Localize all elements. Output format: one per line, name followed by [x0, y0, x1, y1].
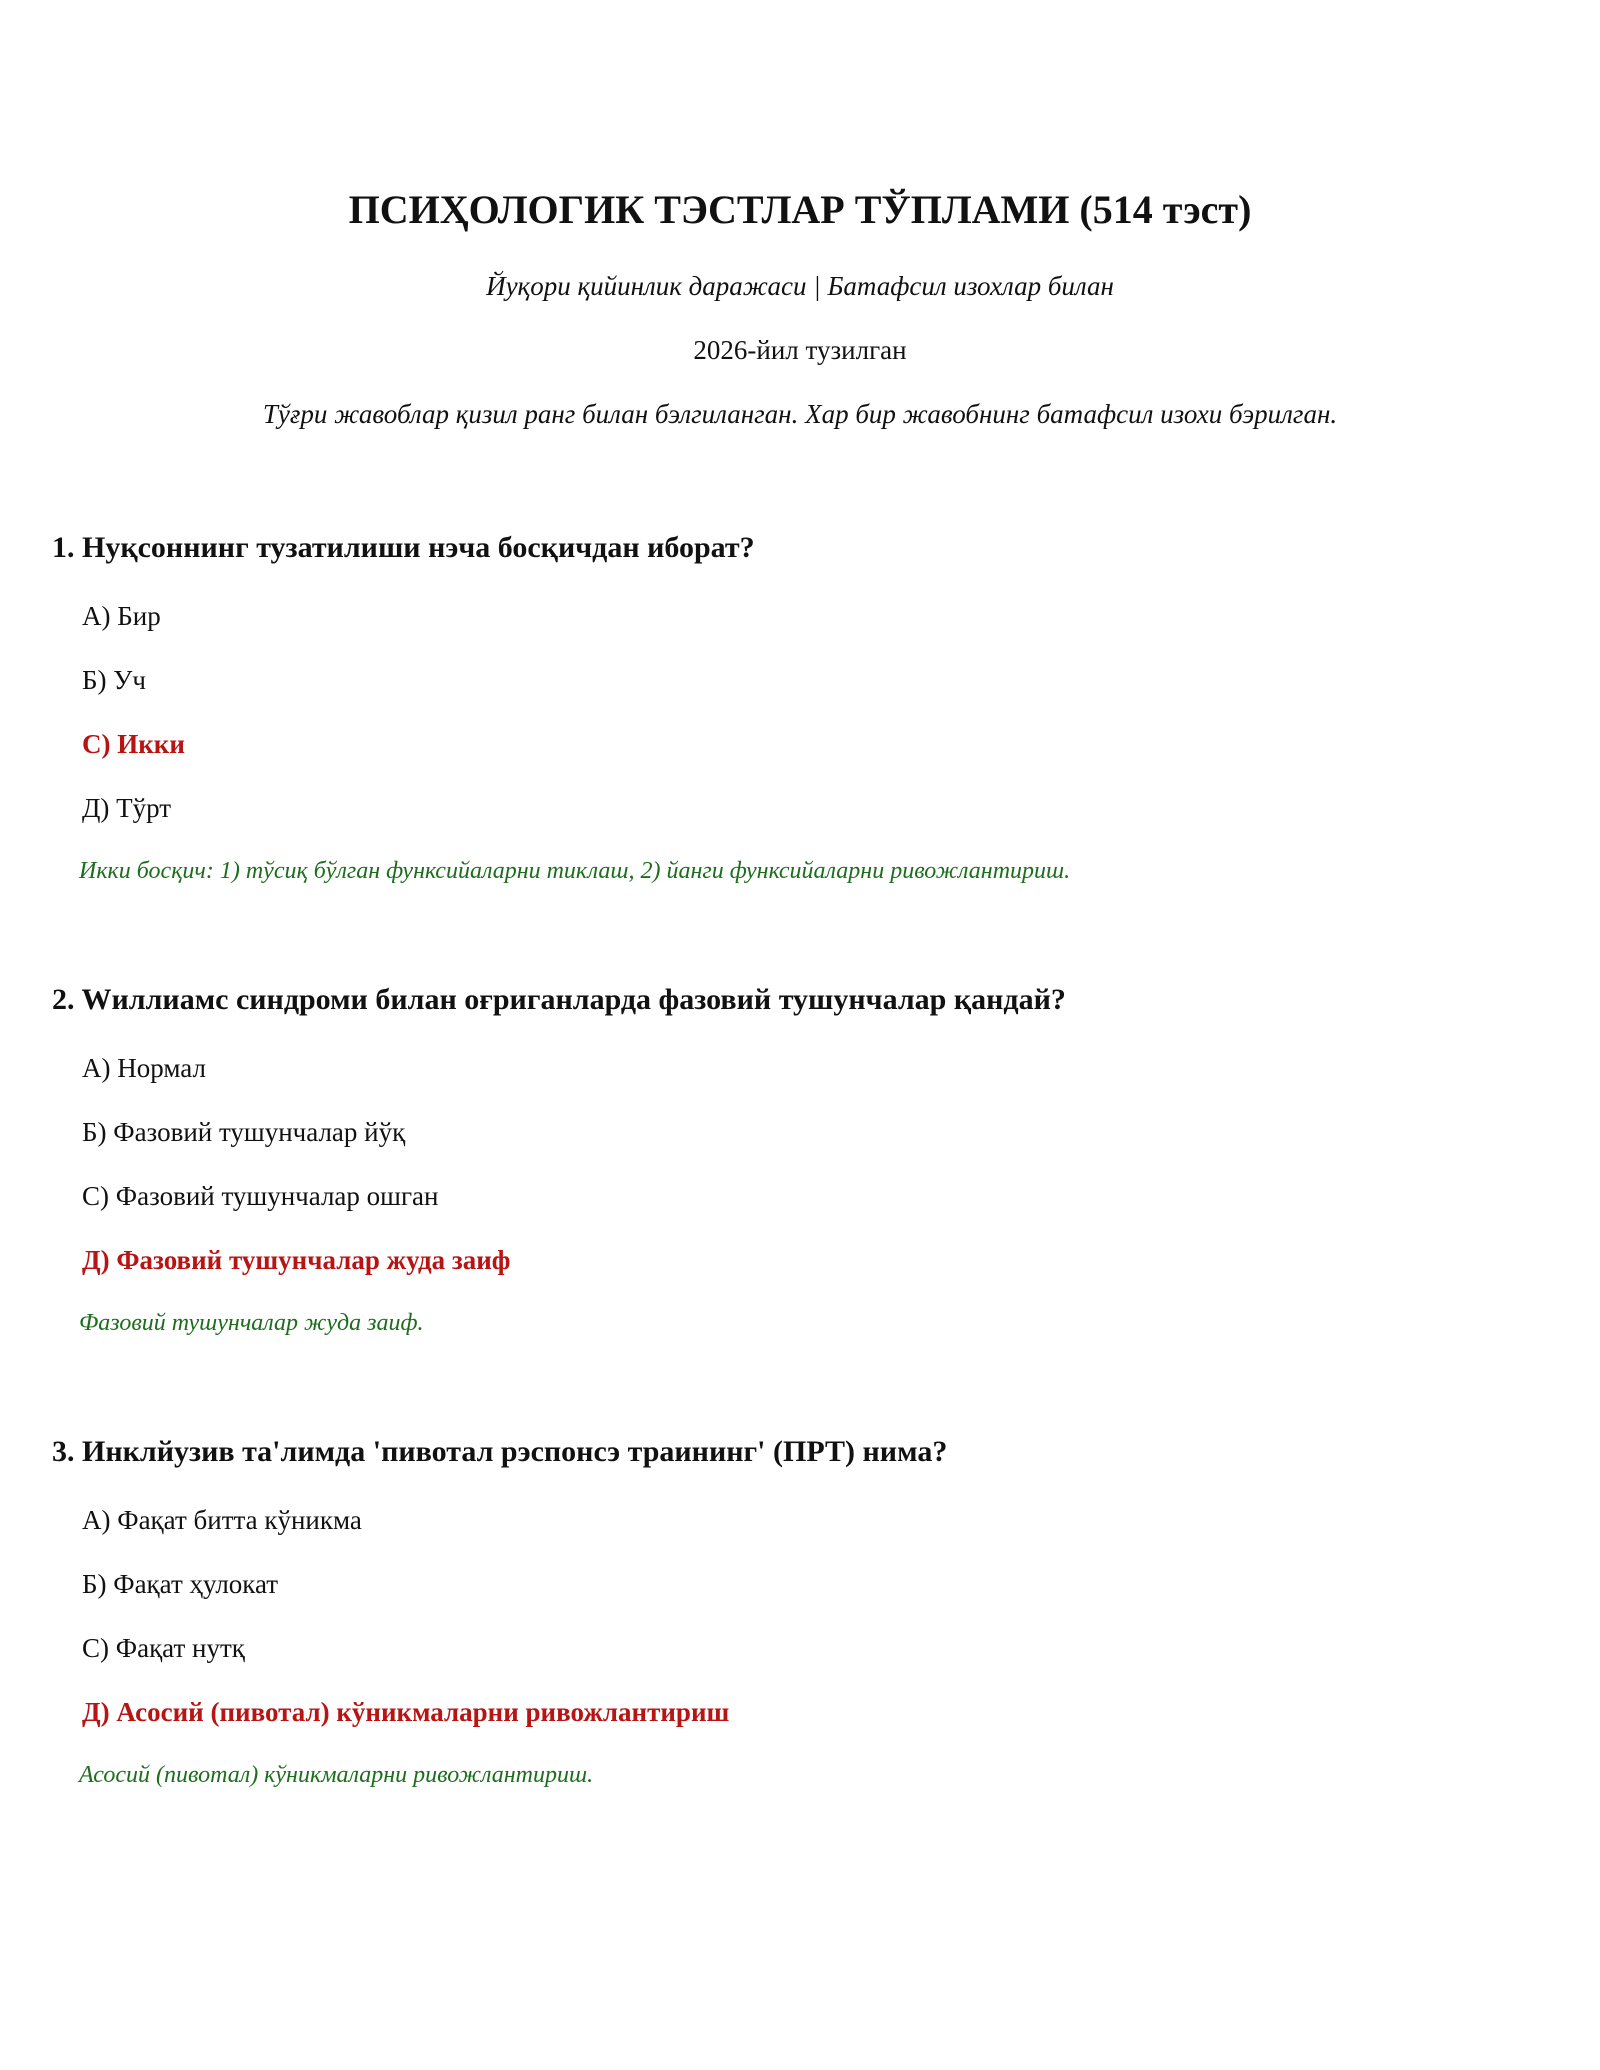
answer-option-d: Д) Тўрт [82, 793, 172, 823]
question-text: 2. Wиллиамс синдроми билан оғриганларда фазовий тушунчалар қандай? [52, 983, 1066, 1016]
question-block-3 [52, 1432, 1552, 1788]
answer-option-c-correct: С) Икки [82, 729, 185, 759]
document-title: ПСИҲОЛОГИК ТЭСТЛАР ТЎПЛАМИ (514 тэст) [348, 187, 1252, 232]
document-subtitle: Йуқори қийинлик даражаси | Батафсил изохлар билан [486, 271, 1114, 301]
answer-explanation: Асосий (пивотал) кўникмаларни ривожлантириш. [79, 1762, 594, 1788]
answer-option-a: А) Бир [82, 601, 161, 631]
answer-option-b: Б) Фазовий тушунчалар йўқ [82, 1117, 406, 1147]
answer-explanation: Фазовий тушунчалар жуда заиф. [79, 1310, 424, 1336]
document-year: 2026-йил тузилган [693, 335, 907, 365]
answer-option-c: С) Фазовий тушунчалар ошган [82, 1181, 439, 1211]
answer-option-b: Б) Уч [82, 665, 146, 695]
document-note: Тўғри жавоблар қизил ранг билан бэлгиланган. Хар бир жавобнинг батафсил изохи бэрилган. [262, 399, 1338, 429]
question-block-1 [52, 528, 1552, 884]
answer-option-d-correct: Д) Фазовий тушунчалар жуда заиф [82, 1245, 511, 1275]
question-text: 3. Инклйузив та'лимда 'пивотал рэспонсэ траининг' (ПРТ) нима? [52, 1435, 948, 1468]
answer-option-b: Б) Фақат ҳулокат [82, 1569, 279, 1599]
answer-option-a: А) Нормал [82, 1053, 206, 1083]
answer-option-d-correct: Д) Асосий (пивотал) кўникмаларни ривожлантириш [82, 1697, 730, 1727]
question-block-2 [52, 980, 1552, 1336]
question-text: 1. Нуқсоннинг тузатилиши нэча босқичдан иборат? [52, 531, 755, 564]
answer-explanation: Икки босқич: 1) тўсиқ бўлган функсийаларни тиклаш, 2) йанги функсийаларни ривожлантириш. [79, 858, 1071, 884]
answer-option-c: С) Фақат нутқ [82, 1633, 245, 1663]
answer-option-a: А) Фақат битта кўникма [82, 1505, 362, 1535]
